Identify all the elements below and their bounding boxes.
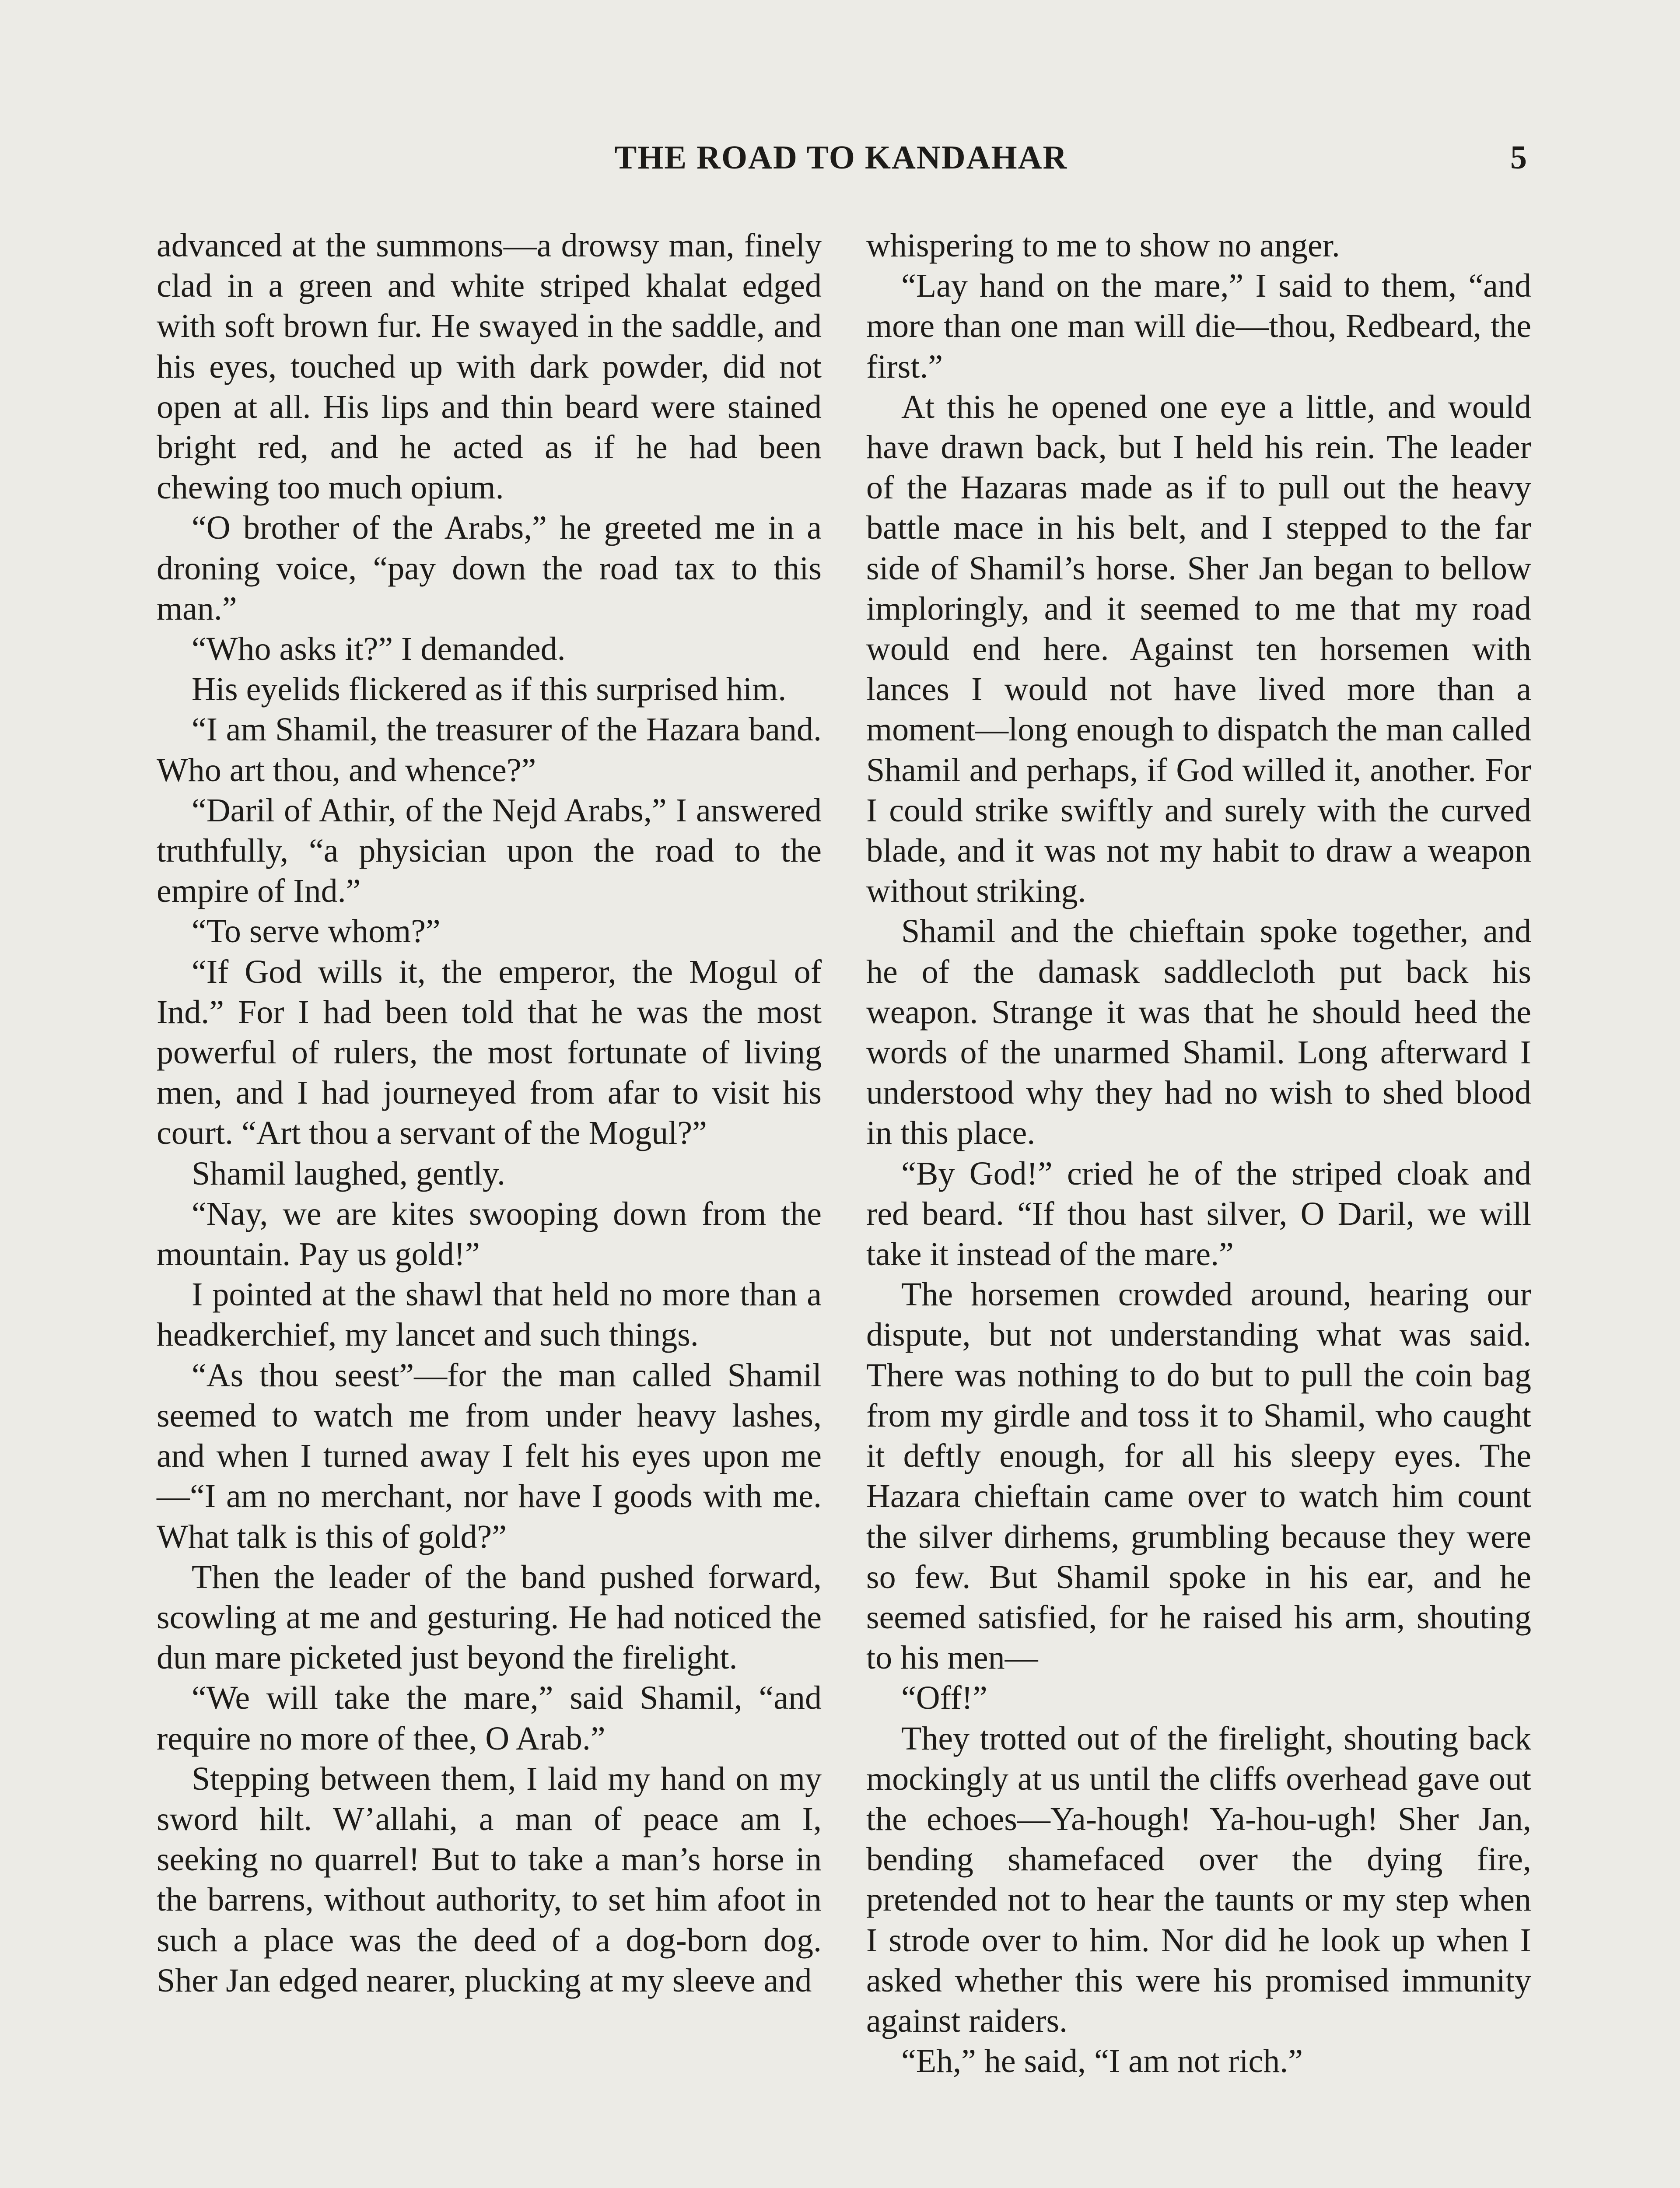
paragraph: “To serve whom?” xyxy=(192,913,441,950)
paragraph: “If God wills it, the emperor, the Mogul of Ind.” For I had been told that he was the most powerful of rulers, the most fortunate of living men, and I had journeyed from afar to visit his court. “Art thou a servant of the Mogul?” xyxy=(157,953,822,1152)
running-title: THE ROAD TO KANDAHAR xyxy=(614,139,1068,176)
paragraph: His eyelids flickered as if this surprised him. xyxy=(192,671,787,708)
page-number: 5 xyxy=(1510,139,1527,176)
paragraph: They trotted out of the firelight, shouting back mockingly at us until the cliffs overhead gave out the echoes—Ya-hough! Ya-hou-ugh! Sher Jan, bending shamefaced over the dying fire, pretended not to hear the taunts or my step when I strode over to him. Nor did he look up when I asked whether this were his promised immunity against raiders. xyxy=(866,1720,1531,2039)
paragraph: “Eh,” he said, “I am not rich.” xyxy=(901,2043,1303,2080)
paragraph: “By God!” cried he of the striped cloak and red beard. “If thou hast silver, O Daril, we will take it instead of the mare.” xyxy=(866,1155,1531,1273)
paragraph: I pointed at the shawl that held no more than a headkerchief, my lancet and such things. xyxy=(157,1276,822,1353)
right-column xyxy=(866,225,1531,2081)
paragraph: whispering to me to show no anger. xyxy=(866,227,1340,264)
paragraph: “Daril of Athir, of the Nejd Arabs,” I answered truthfully, “a physician upon the road to the empire of Ind.” xyxy=(157,792,822,910)
paragraph: Shamil and the chieftain spoke together, and he of the damask saddlecloth put back his weapon. Strange it was that he should heed the words of the unarmed Shamil. Long afterward I understood why they had no wish to shed blood in this place. xyxy=(866,913,1531,1152)
paragraph: At this he opened one eye a little, and would have drawn back, but I held his rein. The leader of the Hazaras made as if to pull out the heavy battle mace in his belt, and I stepped to the far side of Shamil’s horse. Sher Jan began to bellow imploringly, and it seemed to me that my road would end here. Against ten horsemen with lances I would not have lived more than a moment—long enough to dispatch the man called Shamil and perhaps, if God willed it, another. For I could strike swiftly and surely with the curved blade, and it was not my habit to draw a weapon without striking. xyxy=(866,388,1531,910)
paragraph: “I am Shamil, the treasurer of the Hazara band. Who art thou, and whence?” xyxy=(157,711,822,789)
paragraph: “O brother of the Arabs,” he greeted me in a droning voice, “pay down the road tax to this man.” xyxy=(157,509,822,627)
page-header xyxy=(155,133,1527,182)
paragraph: Then the leader of the band pushed forward, scowling at me and gesturing. He had noticed the dun mare picketed just beyond the firelight. xyxy=(157,1558,822,1676)
paragraph: “Lay hand on the mare,” I said to them, “and more than one man will die—thou, Redbeard, the first.” xyxy=(866,267,1531,385)
paragraph: “Off!” xyxy=(901,1680,987,1717)
paragraph: “We will take the mare,” said Shamil, “and require no more of thee, O Arab.” xyxy=(157,1680,822,1757)
paragraph: advanced at the summons—a drowsy man, finely clad in a green and white striped khalat edged with soft brown fur. He swayed in the saddle, and his eyes, touched up with dark powder, did not open at all. His lips and thin beard were stained bright red, and he acted as if he had been chewing too much opium. xyxy=(157,227,822,506)
paragraph: The horsemen crowded around, hearing our dispute, but not understanding what was said. There was nothing to do but to pull the coin bag from my girdle and toss it to Shamil, who caught it deftly enough, for all his sleepy eyes. The Hazara chieftain came over to watch him count the silver dirhems, grumbling because they were so few. But Shamil spoke in his ear, and he seemed satisfied, for he raised his arm, shouting to his men— xyxy=(866,1276,1531,1676)
paragraph: “Nay, we are kites swooping down from the mountain. Pay us gold!” xyxy=(157,1195,822,1273)
paragraph: Stepping between them, I laid my hand on my sword hilt. W’allahi, a man of peace am I, seeking no quarrel! But to take a man’s horse in the barrens, without authority, to set him afoot in such a place was the deed of a dog-born dog. Sher Jan edged nearer, plucking at my sleeve and xyxy=(157,1760,822,1999)
paragraph: Shamil laughed, gently. xyxy=(192,1155,505,1192)
left-column xyxy=(157,225,822,2001)
paragraph: “Who asks it?” I demanded. xyxy=(192,631,566,668)
paragraph: “As thou seest”—for the man called Shamil seemed to watch me from under heavy lashes, and when I turned away I felt his eyes upon me—“I am no merchant, nor have I goods with me. What talk is this of gold?” xyxy=(157,1357,822,1555)
